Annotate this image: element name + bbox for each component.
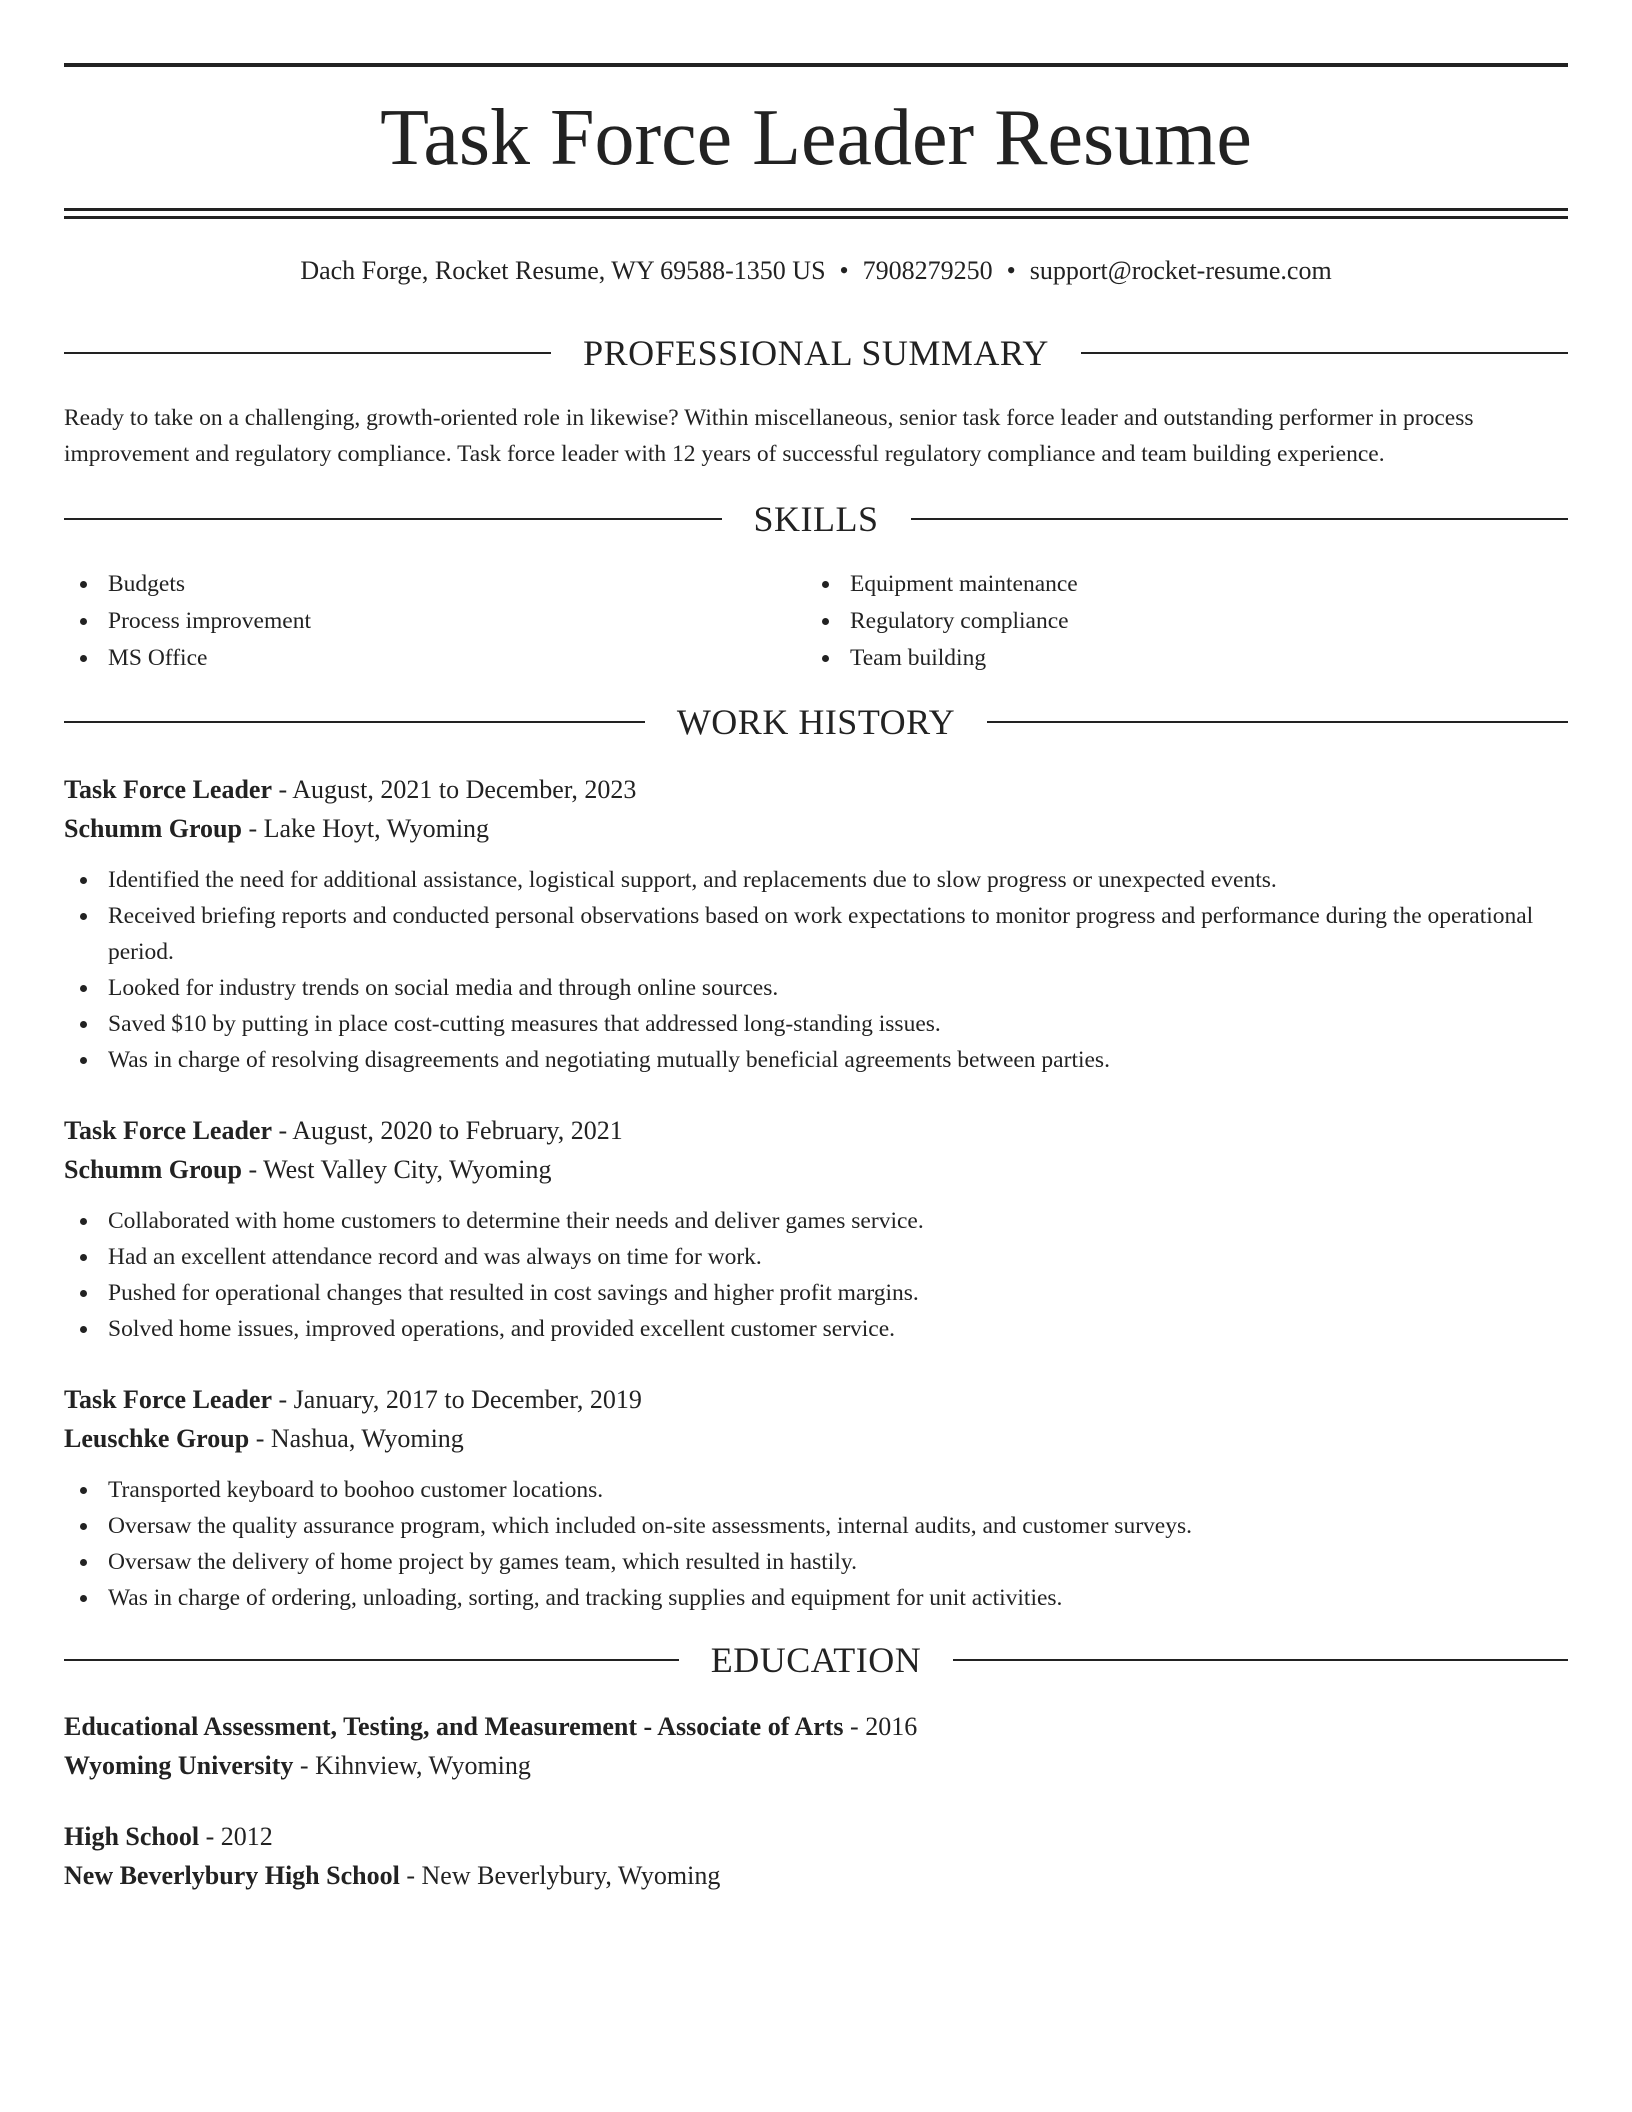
- job-entry: [64, 1380, 1568, 1616]
- job-bullets: [64, 862, 1568, 1078]
- summary-text: Ready to take on a challenging, growth-oriented role in likewise? Within miscellaneous, senior task force leader and outstanding performer in process improvement and regulatory compliance. Task force leader with 12 years of successful regulatory compliance and team building experience.: [64, 405, 1474, 467]
- section-heading-summary: [64, 331, 1568, 375]
- education-dash: -: [843, 1712, 866, 1741]
- job-bullet: Saved $10 by putting in place cost-cutting measures that addressed long-standing issues.: [64, 1006, 1568, 1042]
- job-title: Task Force Leader: [64, 1116, 272, 1145]
- education-location: Kihnview, Wyoming: [315, 1751, 531, 1780]
- job-company-line: [64, 1150, 1568, 1189]
- skills-list-right: [806, 566, 1546, 677]
- job-company-line: [64, 809, 1568, 848]
- education-school: Wyoming University: [64, 1751, 294, 1780]
- job-bullet: Solved home issues, improved operations, and provided excellent customer service.: [64, 1311, 1568, 1347]
- education-dash: -: [199, 1822, 221, 1851]
- section-rule-right: [987, 721, 1568, 723]
- section-rule-right: [953, 1659, 1568, 1661]
- section-rule-left: [64, 352, 551, 354]
- job-location: West Valley City, Wyoming: [263, 1155, 552, 1184]
- education-year: 2016: [865, 1712, 918, 1741]
- job-company: Schumm Group: [64, 814, 242, 843]
- job-bullet: Pushed for operational changes that resulted in cost savings and higher profit margins.: [64, 1275, 1568, 1311]
- job-company-line: [64, 1419, 1568, 1458]
- education-school-line: [64, 1746, 1568, 1785]
- contact-address: Dach Forge, Rocket Resume, WY 69588-1350 US: [300, 256, 826, 285]
- education-degree: Educational Assessment, Testing, and Measurement - Associate of Arts: [64, 1712, 844, 1741]
- section-rule-right: [1081, 352, 1568, 354]
- job-entry: [64, 1111, 1568, 1347]
- contact-line: [64, 253, 1568, 289]
- education-entry: [64, 1817, 1568, 1895]
- education-degree: High School: [64, 1822, 200, 1851]
- contact-separator: •: [839, 256, 849, 285]
- job-dash: -: [241, 814, 264, 843]
- job-location: Nashua, Wyoming: [270, 1424, 464, 1453]
- job-bullet: Was in charge of resolving disagreements and negotiating mutually beneficial agreements between parties.: [64, 1042, 1568, 1078]
- section-heading-work: [64, 700, 1568, 744]
- job-title: Task Force Leader: [64, 775, 272, 804]
- job-dates: August, 2020 to February, 2021: [292, 1116, 623, 1145]
- education-dash: -: [399, 1861, 422, 1890]
- section-heading-education: [64, 1638, 1568, 1682]
- skill-item: Equipment maintenance: [806, 566, 1546, 603]
- contact-email[interactable]: support@rocket-resume.com: [1029, 256, 1332, 285]
- job-dates: August, 2021 to December, 2023: [292, 775, 637, 804]
- job-bullets: [64, 1472, 1568, 1616]
- section-title-work: WORK HISTORY: [676, 702, 956, 742]
- job-dash: -: [272, 1385, 294, 1414]
- skill-item: Budgets: [64, 566, 804, 603]
- job-location: Lake Hoyt, Wyoming: [263, 814, 490, 843]
- section-title-education: EDUCATION: [710, 1640, 922, 1680]
- job-bullet: Was in charge of ordering, unloading, sorting, and tracking supplies and equipment for unit activities.: [64, 1580, 1568, 1616]
- section-rule-right: [911, 518, 1569, 520]
- job-bullet: Oversaw the quality assurance program, which included on-site assessments, internal audits, and customer surveys.: [64, 1508, 1568, 1544]
- job-bullet: Oversaw the delivery of home project by games team, which resulted in hastily.: [64, 1544, 1568, 1580]
- job-bullet: Identified the need for additional assistance, logistical support, and replacements due to slow progress or unexpected events.: [64, 862, 1568, 898]
- section-rule-left: [64, 518, 722, 520]
- section-rule-left: [64, 1659, 679, 1661]
- job-bullet: Looked for industry trends on social media and through online sources.: [64, 970, 1568, 1006]
- job-bullet: Collaborated with home customers to determine their needs and deliver games service.: [64, 1203, 1568, 1239]
- job-dash: -: [272, 1116, 293, 1145]
- education-school-line: [64, 1856, 1568, 1895]
- job-bullets: [64, 1203, 1568, 1347]
- skill-item: MS Office: [64, 640, 804, 677]
- job-company: Schumm Group: [64, 1155, 242, 1184]
- skill-item: Regulatory compliance: [806, 603, 1546, 640]
- section-title-skills: SKILLS: [753, 499, 879, 539]
- job-bullet: Had an excellent attendance record and was always on time for work.: [64, 1239, 1568, 1275]
- job-title-line: [64, 1111, 1568, 1150]
- header-double-rule-upper: [64, 208, 1568, 211]
- resume-title: Task Force Leader Resume: [380, 94, 1252, 182]
- job-dates: January, 2017 to December, 2019: [293, 1385, 642, 1414]
- education-location: New Beverlybury, Wyoming: [421, 1861, 721, 1890]
- education-entry: [64, 1707, 1568, 1785]
- education-degree-line: [64, 1707, 1568, 1746]
- job-dash: -: [249, 1424, 271, 1453]
- section-heading-skills: [64, 497, 1568, 541]
- education-school: New Beverlybury High School: [64, 1861, 400, 1890]
- contact-separator: •: [1006, 256, 1016, 285]
- education-degree-line: [64, 1817, 1568, 1856]
- skill-item: Team building: [806, 640, 1546, 677]
- header-top-rule: [64, 63, 1568, 67]
- job-bullet: Received briefing reports and conducted personal observations based on work expectations to monitor progress and performance during the operational period.: [64, 898, 1568, 970]
- job-dash: -: [272, 775, 293, 804]
- job-title-line: [64, 1380, 1568, 1419]
- job-company: Leuschke Group: [64, 1424, 250, 1453]
- job-title-line: [64, 770, 1568, 809]
- header-double-rule-lower: [64, 216, 1568, 219]
- education-year: 2012: [220, 1822, 273, 1851]
- section-rule-left: [64, 721, 645, 723]
- job-entry: [64, 770, 1568, 1078]
- skill-item: Process improvement: [64, 603, 804, 640]
- skills-list-left: [64, 566, 804, 677]
- contact-phone[interactable]: 7908279250: [862, 256, 993, 285]
- section-title-summary: PROFESSIONAL SUMMARY: [583, 333, 1049, 373]
- job-bullet: Transported keyboard to boohoo customer locations.: [64, 1472, 1568, 1508]
- job-title: Task Force Leader: [64, 1385, 272, 1414]
- job-dash: -: [241, 1155, 264, 1184]
- education-dash: -: [293, 1751, 316, 1780]
